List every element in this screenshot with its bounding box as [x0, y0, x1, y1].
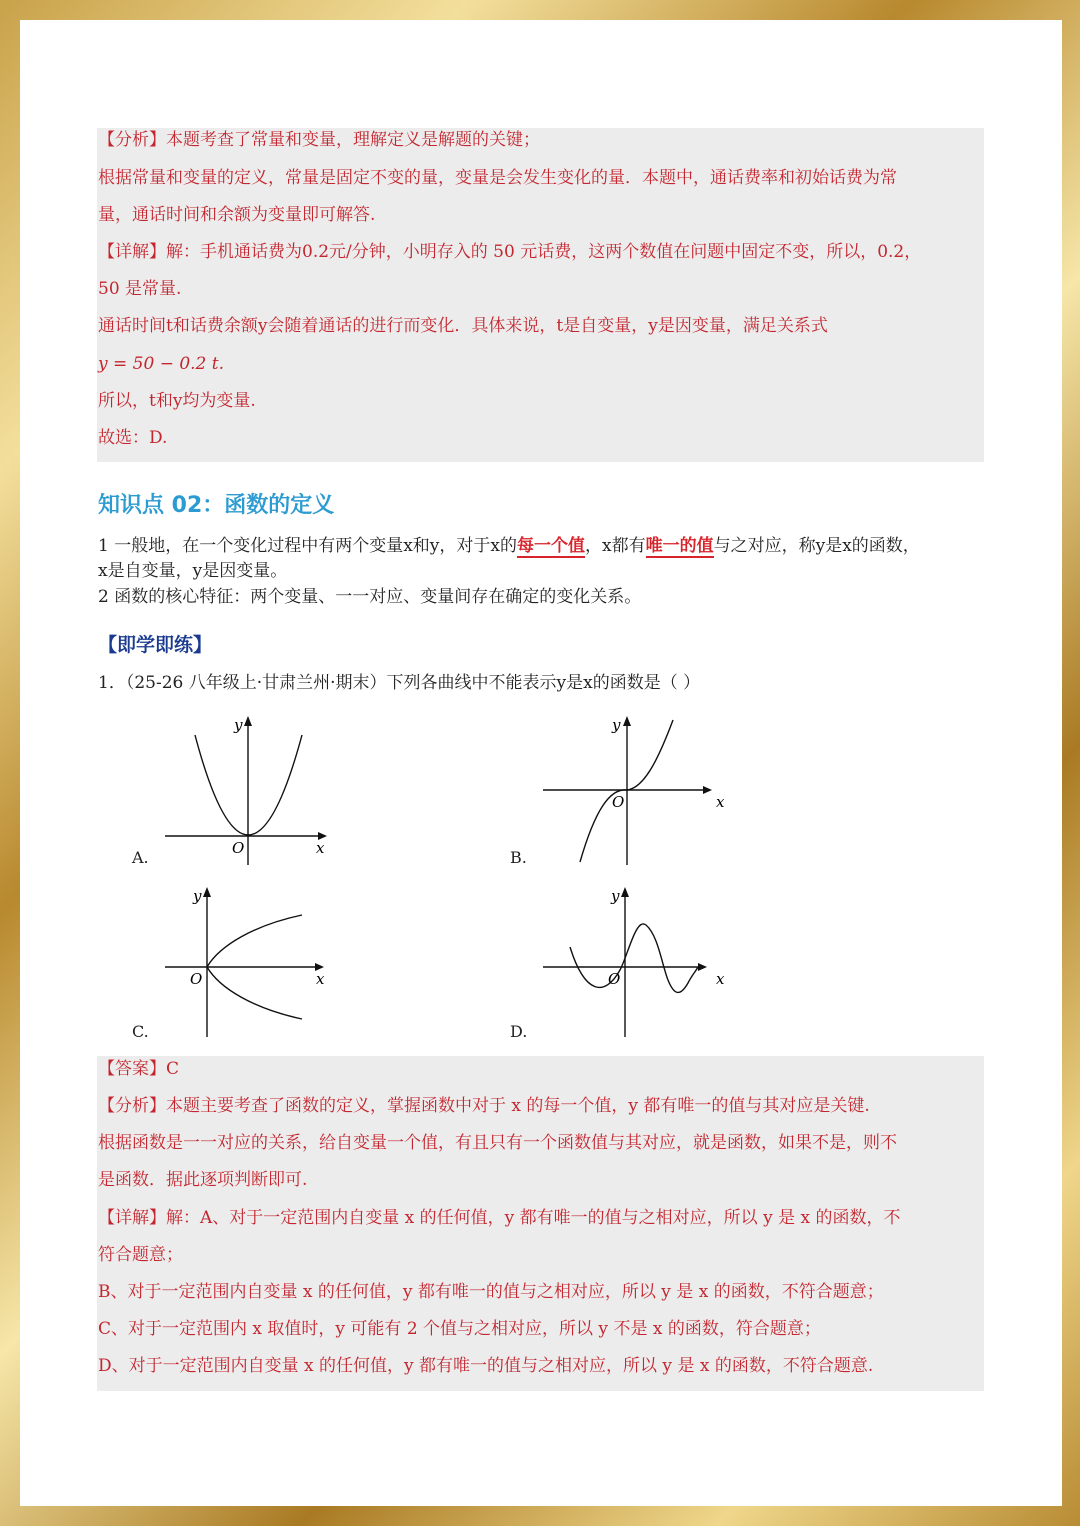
y-label: y	[611, 887, 620, 905]
formula-line: y = 50 − 0.2 t.	[98, 354, 225, 374]
option-b-label: B.	[510, 848, 527, 867]
x-label: x	[316, 839, 325, 857]
graph-option-b[interactable]	[540, 710, 740, 870]
definition-line-2: x是自变量，y是因变量。	[98, 561, 288, 581]
y-label: y	[612, 716, 621, 734]
y-arrow-icon	[244, 716, 252, 726]
answer-line: 【答案】C	[98, 1059, 180, 1079]
definition-text: ，x都有	[585, 536, 646, 556]
x-label: x	[316, 970, 325, 988]
x-label: x	[716, 970, 725, 988]
detail-line: 所以，t和y均为变量.	[98, 391, 256, 411]
x-arrow-icon	[703, 786, 712, 794]
definition-line	[98, 534, 920, 558]
y-arrow-icon	[621, 887, 629, 897]
section-heading: 知识点 02：函数的定义	[98, 493, 335, 518]
option-d-label: D.	[510, 1022, 528, 1041]
highlight-every-value: 每一个值	[517, 536, 585, 556]
origin-label: O	[608, 970, 621, 988]
answer-detail-line: D、对于一定范围内自变量 x 的任何值，y 都有唯一的值与之相对应，所以 y 是 x 的函数，不符合题意.	[98, 1356, 874, 1376]
detail-line: 【详解】解：手机通话费为0.2元/分钟，小明存入的 50 元话费，这两个数值在问题中固定不变，所以，0.2，	[98, 242, 922, 262]
answer-detail-line: C、对于一定范围内 x 取值时，y 可能有 2 个值与之相对应，所以 y 不是 x 的函数，符合题意；	[98, 1319, 821, 1339]
answer-detail-line: B、对于一定范围内自变量 x 的任何值，y 都有唯一的值与之相对应，所以 y 是 x 的函数，不符合题意；	[98, 1282, 884, 1302]
choice-line: 故选：D.	[98, 428, 168, 448]
origin-label: O	[190, 970, 203, 988]
answer-analysis-line: 是函数．据此逐项判断即可.	[98, 1170, 308, 1190]
detail-line: 通话时间t和话费余额y会随着通话的进行而变化．具体来说，t是自变量，y是因变量，满足关系式	[98, 316, 828, 336]
y-label: y	[193, 887, 202, 905]
x-arrow-icon	[698, 963, 707, 971]
y-arrow-icon	[203, 887, 211, 897]
analysis-line: 根据常量和变量的定义，常量是固定不变的量，变量是会发生变化的量．本题中，通话费率和初始话费为常	[98, 168, 897, 188]
origin-label: O	[612, 793, 625, 811]
document-page	[20, 20, 1062, 1506]
option-c-label: C.	[132, 1022, 149, 1041]
option-a-label: A.	[132, 848, 149, 867]
detail-line: 50 是常量.	[98, 279, 182, 299]
definition-text: 1 一般地，在一个变化过程中有两个变量x和y，对于x的	[98, 536, 517, 556]
answer-detail-line: 符合题意；	[98, 1245, 183, 1265]
graph-option-a[interactable]	[160, 710, 360, 870]
graph-option-d[interactable]	[540, 885, 740, 1045]
highlight-unique-value: 唯一的值	[645, 536, 714, 556]
answer-analysis-line: 根据函数是一一对应的关系，给自变量一个值，有且只有一个函数值与其对应，就是函数，如果不是，则不	[98, 1133, 897, 1153]
y-label: y	[234, 716, 243, 734]
y-arrow-icon	[623, 716, 631, 726]
graph-option-c[interactable]	[160, 885, 360, 1045]
origin-label: O	[232, 839, 245, 857]
question-text: 1．（25-26 八年级上·甘肃兰州·期末）下列各曲线中不能表示y是x的函数是（ ）	[98, 673, 701, 693]
practice-title: 【即学即练】	[98, 634, 213, 656]
analysis-line: 量，通话时间和余额为变量即可解答.	[98, 205, 376, 225]
x-label: x	[716, 793, 725, 811]
wave-curve	[570, 924, 698, 993]
analysis-line: 【分析】本题考查了常量和变量，理解定义是解题的关键；	[98, 130, 540, 150]
definition-text: 与之对应，称y是x的函数，	[713, 536, 920, 556]
definition-feature: 2 函数的核心特征：两个变量、一一对应、变量间存在确定的变化关系。	[98, 587, 642, 607]
answer-analysis-line: 【分析】本题主要考查了函数的定义，掌握函数中对于 x 的每一个值，y 都有唯一的值与其对应是关键.	[98, 1096, 870, 1116]
answer-detail-line: 【详解】解：A、对于一定范围内自变量 x 的任何值，y 都有唯一的值与之相对应，所以 y 是 x 的函数，不	[98, 1208, 901, 1228]
